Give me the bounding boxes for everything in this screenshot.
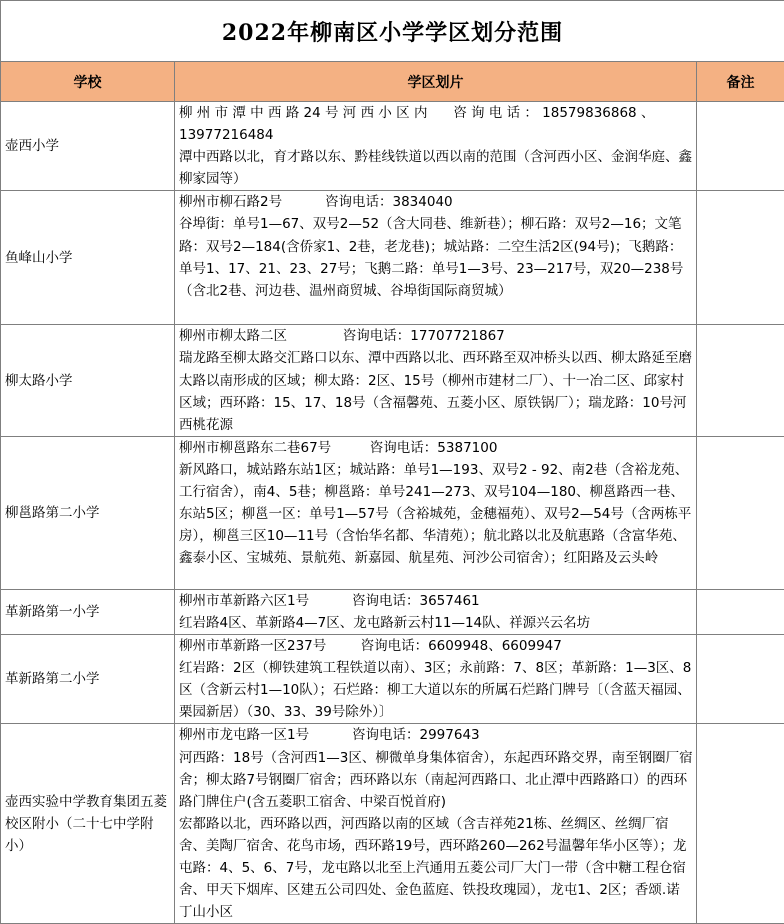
- district-detail: 柳州市柳石路2号 咨询电话：3834040 谷埠街：单号1—67、双号2—52（含大同巷、维新巷）；柳石路：双号2—16；文笔路：双号2—184(含侨家1、2巷，老龙巷)；城站路：二空生活2区(94号)；飞鹅路：单号1、17、21、23、27号；飞鹅二路：单号1—3号、23—217号，双20—238号（含北2巷、河边巷、温州商贸城、谷埠街国际商贸城）: [175, 191, 697, 325]
- note-cell: [697, 102, 784, 191]
- table-row: [1, 325, 784, 436]
- header-row: [1, 62, 784, 102]
- district-detail: 柳州市柳邕路东二巷67号 咨询电话：5387100 新风路口，城站路东站1区；城站路：单号1—193、双号2 - 92、南2巷（含裕龙苑、工行宿舍），南4、5巷；柳邕路：单号241—273、双号104—180、柳邕路西一巷、东站5区；柳邕一区：单号1—57号（含裕城苑，金穗福苑）、双号2—54号（含两栋平房），柳邕三区10—11号（含怡华名都、华清苑）；航北路以北及航惠路（含富华苑、鑫泰小区、宝城苑、景航苑、新嘉园、航星苑、河沙公司宿舍）；红阳路及云头岭: [175, 436, 697, 589]
- district-detail: 柳 州 市 潭 中 西 路 24 号 河 西 小 区 内 咨 询 电 话 ： 18579836868 、 13977216484 潭中西路以北，育才路以东、黔桂线铁道以西以南的范围（含河西小区、金润华庭、鑫柳家园等）: [175, 102, 697, 191]
- page-title: 2022年柳南区小学学区划分范围: [1, 1, 784, 62]
- header-note: 备注: [697, 62, 784, 102]
- school-name: 革新路第二小学: [1, 635, 175, 724]
- note-cell: [697, 191, 784, 325]
- school-name: 革新路第一小学: [1, 589, 175, 634]
- note-cell: [697, 436, 784, 589]
- note-cell: [697, 325, 784, 436]
- school-name: 壶西实验中学教育集团五菱校区附小（二十七中学附小）: [1, 724, 175, 924]
- district-detail: 柳州市柳太路二区 咨询电话：17707721867 瑞龙路至柳太路交汇路口以东、潭中西路以北、西环路至双冲桥头以西、柳太路延至磨太路以南形成的区域；柳太路：2区、15号（柳州市建材二厂）、十一冶二区、邱家村区域；西环路：15、17、18号（含福馨苑、五菱小区、原铁锅厂）；瑞龙路：10号河西桃花源: [175, 325, 697, 436]
- table-row: [1, 635, 784, 724]
- table-row: [1, 102, 784, 191]
- district-detail: 柳州市革新路一区237号 咨询电话：6609948、6609947 红岩路：2区（柳铁建筑工程铁道以南）、3区；永前路：7、8区；革新路：1—3区、8区（含新云村1—10队）；石烂路：柳工大道以东的所属石烂路门牌号〔（含蓝天福园、栗园新居）（30、33、39号除外）〕: [175, 635, 697, 724]
- note-cell: [697, 724, 784, 924]
- table-row: [1, 191, 784, 325]
- school-name: 壶西小学: [1, 102, 175, 191]
- district-detail: 柳州市革新路六区1号 咨询电话：3657461 红岩路4区、革新路4—7区、龙屯路新云村11—14队、祥源兴云名坊: [175, 589, 697, 634]
- table-row: [1, 436, 784, 589]
- district-detail: 柳州市龙屯路一区1号 咨询电话：2997643 河西路：18号（含河西1—3区、柳微单身集体宿舍），东起西环路交界，南至钢圈厂宿舍；柳太路7号钢圈厂宿舍；西环路以东（南起河西路口、北止潭中西路路口）的西环路门牌住户(含五菱职工宿舍、中梁百悦首府) 宏都路以北，西环路以西，河西路以南的区域（含吉祥苑21栋、丝绸区、丝绸厂宿舍、美陶厂宿舍、花鸟市场，西环路19号，西环路260—262号温馨年华小区等）；龙屯路：4、5、6、7号，龙屯路以北至上汽通用五菱公司厂大门一带（含中糖工程仓宿舍、甲天下烟库、区建五公司四处、金色蓝庭、铁投玫瑰园），龙屯1、2区；香颂.诺丁山小区: [175, 724, 697, 924]
- table-row: [1, 589, 784, 634]
- note-cell: [697, 589, 784, 634]
- school-name: 柳邕路第二小学: [1, 436, 175, 589]
- header-school: 学校: [1, 62, 175, 102]
- header-district: 学区划片: [175, 62, 697, 102]
- note-cell: [697, 635, 784, 724]
- table-row: [1, 724, 784, 924]
- school-name: 鱼峰山小学: [1, 191, 175, 325]
- school-name: 柳太路小学: [1, 325, 175, 436]
